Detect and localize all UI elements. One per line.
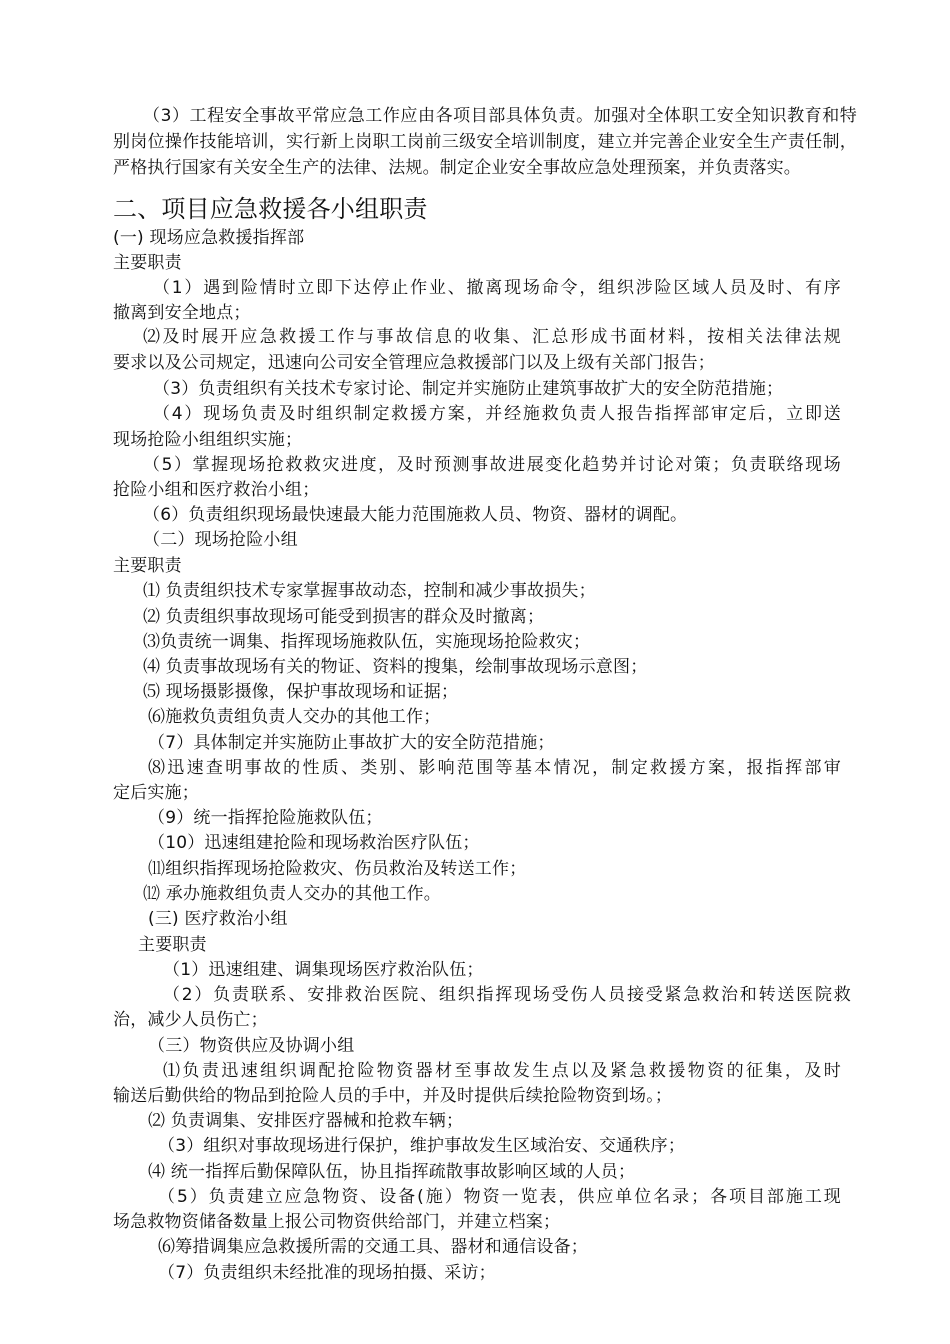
paragraph-line: 严格执行国家有关安全生产的法律、法规。制定企业安全事故应急处理预案，并负责落实。	[113, 158, 801, 178]
list-item: ⑹施救负责组负责人交办的其他工作；	[148, 707, 441, 727]
list-item-continuation: 输送后勤供给的物品到抢险人员的手中，并及时提供后续抢险物资到场。；	[113, 1086, 673, 1106]
list-item: ⑷ 统一指挥后勤保障队伍，协且指挥疏散事故影响区域的人员；	[148, 1162, 636, 1182]
subsection-heading: (三) 医疗救治小组	[148, 909, 288, 929]
list-item: （6）负责组织现场最快速最大能力范围施救人员、物资、器材的调配。	[143, 505, 688, 525]
list-item-continuation: 现场抢险小组组织实施；	[113, 430, 303, 450]
list-item: （9）统一指挥抢险施救队伍；	[148, 808, 383, 828]
list-item: ⑵ 负责调集、安排医疗器械和抢救车辆；	[148, 1111, 464, 1131]
list-item: （10）迅速组建抢险和现场救治医疗队伍；	[148, 833, 480, 853]
paragraph-line: 别岗位操作技能培训，实行新上岗职工岗前三级安全培训制度，建立并完善企业安全生产责任制，	[113, 132, 857, 152]
list-item: ⑴负责迅速组织调配抢险物资器材至事故发生点以及紧急救援物资的征集，及时	[163, 1061, 841, 1081]
list-item: ⑿ 承办施救组负责人交办的其他工作。	[143, 884, 442, 904]
paragraph-line: （3）工程安全事故平常应急工作应由各项目部具体负责。加强对全体职工安全知识教育和特	[143, 106, 857, 126]
section-heading: 二、项目应急救援各小组职责	[113, 195, 428, 223]
list-item: ⑸ 现场摄影摄像，保护事故现场和证据；	[143, 682, 459, 702]
list-item: （4）现场负责及时组织制定救援方案，并经施救负责人报告指挥部审定后，立即送	[153, 404, 841, 424]
list-item-continuation: 撤离到安全地点；	[113, 303, 251, 323]
list-item: ⑴ 负责组织技术专家掌握事故动态，控制和减少事故损失；	[143, 581, 596, 601]
list-item: ⑵及时展开应急救援工作与事故信息的收集、汇总形成书面材料，按相关法律法规	[143, 327, 841, 347]
label-main-duties: 主要职责	[113, 556, 182, 576]
list-item: （1）迅速组建、调集现场医疗救治队伍；	[163, 960, 484, 980]
list-item-continuation: 定后实施；	[113, 783, 199, 803]
list-item: ⑹筹措调集应急救援所需的交通工具、器材和通信设备；	[158, 1237, 588, 1257]
list-item: ⑵ 负责组织事故现场可能受到损害的群众及时撤离；	[143, 607, 545, 627]
list-item: （1）遇到险情时立即下达停止作业、撤离现场命令，组织涉险区域人员及时、有序	[153, 278, 841, 298]
list-item: （7）负责组织未经批准的现场拍摄、采访；	[158, 1263, 496, 1283]
subsection-heading: (一) 现场应急救援指挥部	[113, 228, 305, 248]
list-item: ⑶负责统一调集、指挥现场施救队伍，实施现场抢险救灾；	[143, 632, 591, 652]
subsection-heading: （三）物资供应及协调小组	[148, 1036, 355, 1056]
list-item: （3）组织对事故现场进行保护，维护事故发生区域治安、交通秩序；	[158, 1136, 686, 1156]
list-item-continuation: 场急救物资储备数量上报公司物资供给部门，并建立档案；	[113, 1212, 561, 1232]
subsection-heading: （二）现场抢险小组	[143, 530, 298, 550]
list-item: （7）具体制定并实施防止事故扩大的安全防范措施；	[148, 733, 555, 753]
list-item: （5）掌握现场抢救救灾进度，及时预测事故进展变化趋势并讨论对策；负责联络现场	[143, 455, 841, 475]
list-item-continuation: 治，减少人员伤亡；	[113, 1010, 268, 1030]
list-item-continuation: 抢险小组和医疗救治小组；	[113, 480, 320, 500]
list-item-continuation: 要求以及公司规定，迅速向公司安全管理应急救援部门以及上级有关部门报告；	[113, 353, 715, 373]
list-item: （3）负责组织有关技术专家讨论、制定并实施防止建筑事故扩大的安全防范措施；	[153, 379, 784, 399]
list-item: ⑷ 负责事故现场有关的物证、资料的搜集，绘制事故现场示意图；	[143, 657, 648, 677]
list-item: （2）负责联系、安排救治医院、组织指挥现场受伤人员接受紧急救治和转送医院救	[163, 985, 851, 1005]
list-item: （5）负责建立应急物资、设备(施）物资一览表，供应单位名录；各项目部施工现	[158, 1187, 841, 1207]
list-item: ⑻迅速查明事故的性质、类别、影响范围等基本情况，制定救援方案，报指挥部审	[148, 758, 841, 778]
label-main-duties: 主要职责	[138, 935, 207, 955]
label-main-duties: 主要职责	[113, 253, 182, 273]
list-item: ⑾组织指挥现场抢险救灾、伤员救治及转送工作；	[148, 859, 527, 879]
